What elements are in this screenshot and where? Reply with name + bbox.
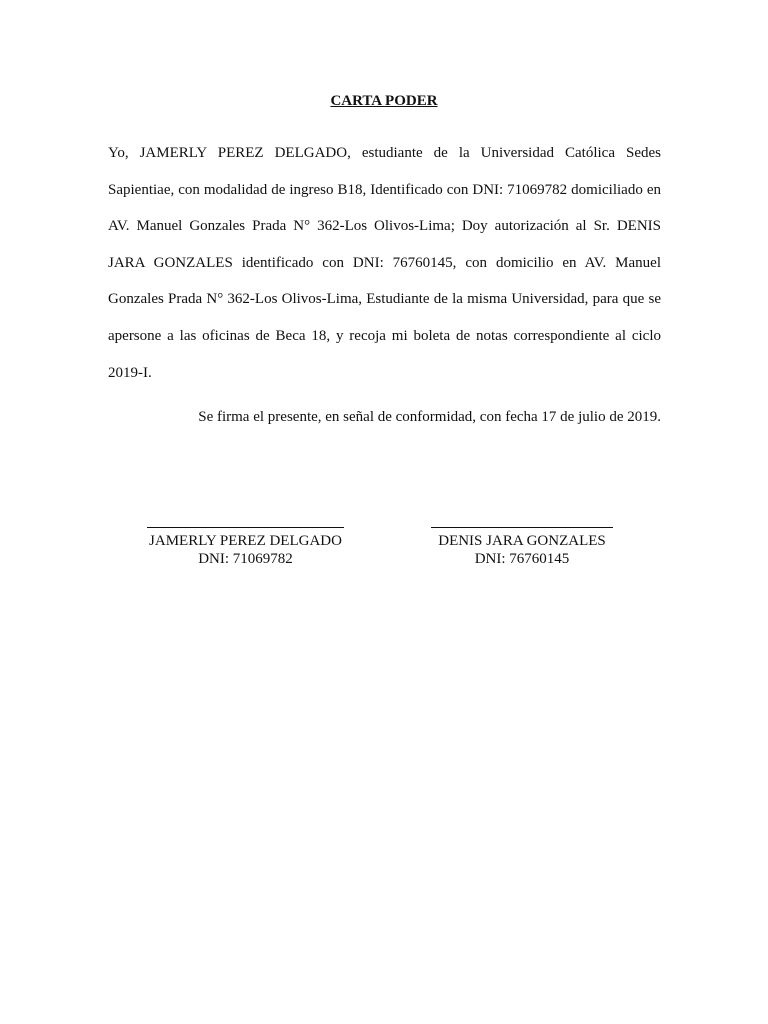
signer-dni: DNI: 76760145	[474, 551, 570, 567]
signer-dni: DNI: 71069782	[198, 551, 293, 567]
document-closing: Se firma el presente, en señal de conformidad, con fecha 17 de julio de 2019.	[198, 409, 661, 425]
signer-name: DENIS JARA GONZALES	[438, 533, 606, 549]
signer-name: JAMERLY PEREZ DELGADO	[149, 533, 342, 549]
signature-block-grantor	[147, 511, 344, 568]
document-body: Yo, JAMERLY PEREZ DELGADO, estudiante de la Universidad Católica Sedes Sapientiae, con modalidad de ingreso B18, Identificado con DNI: 71069782 domiciliado en AV. Manuel Gonzales Prada N° 362-Los Olivos-Lima; Doy autorización al Sr. DENIS JARA GONZALES identificado con DNI: 76760145, con domicilio en AV. Manuel Gonzales Prada N° 362-Los Olivos-Lima, Estudiante de la misma Universidad, para que se apersone a las oficinas de Beca 18, y recoja mi boleta de notas correspondiente al ciclo 2019-I.	[108, 145, 661, 381]
signature-block-grantee	[431, 511, 613, 568]
signature-line	[147, 527, 344, 528]
signature-line	[431, 527, 613, 528]
document-title: CARTA PODER	[330, 93, 438, 109]
